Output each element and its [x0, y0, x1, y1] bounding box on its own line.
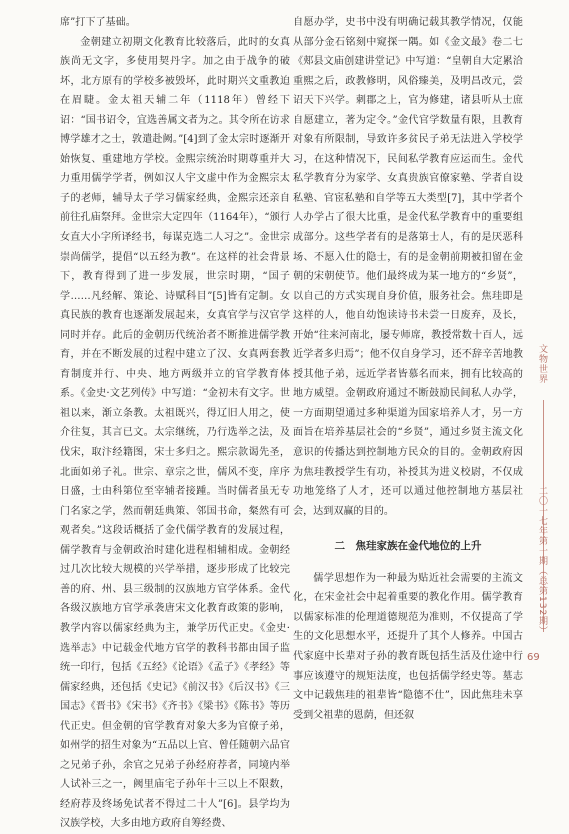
paragraph-confucian-culture: 儒学思想作为一种最为贴近社会需要的主流文化，在宋金社会中起着重要的教化作用。儒学教育以儒家标准的伦理道德规范为准则，不仅提高了学生的文化思想水平，还提升了其个人修养。中国古代家庭中长辈对子孙的教育既包括生活及仕途中行事应该遵守的规矩法度，也包括儒学经史等。墓志文中记载焦珪的祖辈皆“隐德不仕”，因此焦珪未享受到父祖辈的恩荫，但还叙 — [293, 572, 523, 721]
paragraph-jin-education: 金朝建立初期文化教育比较落后，此时的女真族尚无文字，多使用契丹字。加之由于战争的破坏，北方原有的学校多被毁坏，此时期兴文重教迫在眉睫。金太祖天辅二年（1118年）曾经下诏：“国书诏令，宜选善属文者为之。其令所在访求博学雄才之士，敦遣赴阙。”[4]到了金太宗时逐渐开始恢复、重建地方学校。金熙宗统治时期尊重并大力重用儒学学者，例如汉人宇文虚中作为金熙宗太子的老师，辅导太子学习儒家经典，金熙宗还亲自前往孔庙祭拜。金世宗大定四年（1164年），“颁行女直大小字所译经书，每谋克选二人习之”。金世宗崇尚儒学，提倡“以五经为教”。在这样的社会背景下，教育得到了进一步发展，世宗时期，“国子学……凡经解、策论、诗赋科目”[5]皆有定制。女真民族的教育也逐渐发展起来，女真官学与汉官学同时并存。此后的金朝历代统治者不断推进儒学教育，并在不断发展的过程中建立了汉、女真两套教育制度并行、中央、地方两级并立的官学教育体系。《金史·文艺列传》中写道：“金初未有文字。世祖以来，渐立条教。太祖既兴，得辽旧人用之，使介往复，其言已文。太宗继统，乃行选举之法，及伐宋，取汴经籍图，宋士多归之。熙宗款谒先圣，北面如弟子礼。世宗、章宗之世，儒风不变，庠序日盛，士由科第位至宰辅者接踵。当时儒者虽无专门名家之学，然而朝廷典策、邻国书命，粲然有可观者矣。”这段话概括了金代儒学教育的发展过程，儒学教育与金朝政治时建化进程相辅相成。金朝经过几次比较大规模的兴学举措，逐步形成了比较完善的府、州、县三级制的汉族地方官学体系。金代各级汉族地方官学承袭唐宋文化教育政策的影响，教学内容以儒家经典为主，兼学历代正史。《金史·选举志》中记载金代地方官学的教科书都由国子监统一印行，包括《五经》《论语》《孟子》《孝经》等儒家经典，还包括《史记》《前汉书》《后汉书》《三国志》《晋书》《宋书》《齐书》《梁书》《陈书》等历代正史。但金朝的官学教育对象大多为官僚子弟，如州学的招生对象为“五品以上官、曾任随朝六品官之兄弟子孙，余官之兄弟子孙经府荐者，同境内举人试补三之一，阙里庙宅子孙年十三以上不限数，经府荐及终场免试者不得过二十人”[6]。县学均为汉族学校，大多由地方政府自筹经费、 — [60, 36, 290, 830]
sidebar — [535, 0, 565, 676]
left-column — [60, 13, 290, 834]
paragraph-continuation: 席”打下了基础。 — [60, 17, 136, 28]
right-column — [293, 13, 523, 725]
page-number: 69 — [527, 652, 540, 663]
section-heading: 二 焦珪家族在金代地位的上升 — [334, 540, 482, 553]
paragraph-private-schools: 自愿办学，史书中没有明确记载其教学情况，仅能从部分金石铭刻中窥探一隅。如《金文最》卷二七《郏县文庙创建讲堂记》中写道：“皇朝自大定累洽重熙之后，政教修明，风俗臻美，及明昌改元，尝诏天下兴学。刺郡之上，官为修建，诸县听从士庶自愿建立，著为定令。”金代官学数量有限，且教育对象有所限制，导致许多贫民子弟无法进入学校学习，在这种情况下，民间私学教育应运而生。金代私学教育分为家学、女真贵族官僚家塾、学者自设私塾、官宦私塾和自学等五大类型[7]，其中学者个人办学占了很大比重，是金代私学教育中的重要组成部分。这些学者有的是落第士人，有的是厌恶科场、不愿入仕的隐士，有的是金朝前期被扣留在金朝的宋朝使节。他们最终成为某一地方的“乡贤”，以自己的方式实现自身价值，服务社会。焦珪即是这样的人，他自幼饱读诗书未尝一日废弃，及长，开始“往来河南北，屡专师席，教授常数十百人，远近学者多归焉”；他不仅自身学习，还不辞辛苦地教授其他子弟，远近学者皆慕名而来，拥有比较高的地方威望。金朝政府通过不断鼓励民间私人办学，一方面期望通过多种渠道为国家培养人才，另一方面旨在培养基层社会的“乡贤”，通过乡贤主流文化意识的传播达到控制地方民众的目的。金朝政府因为焦珪教授学生有功，补授其为进义校尉，不仅成功地笼络了人才，还可以通过他控制地方基层社会，达到双赢的目的。 — [293, 17, 523, 517]
journal-name: 文物世界 — [537, 344, 547, 384]
issue-label: 二〇一七年第一期（总第132期） — [537, 486, 547, 637]
